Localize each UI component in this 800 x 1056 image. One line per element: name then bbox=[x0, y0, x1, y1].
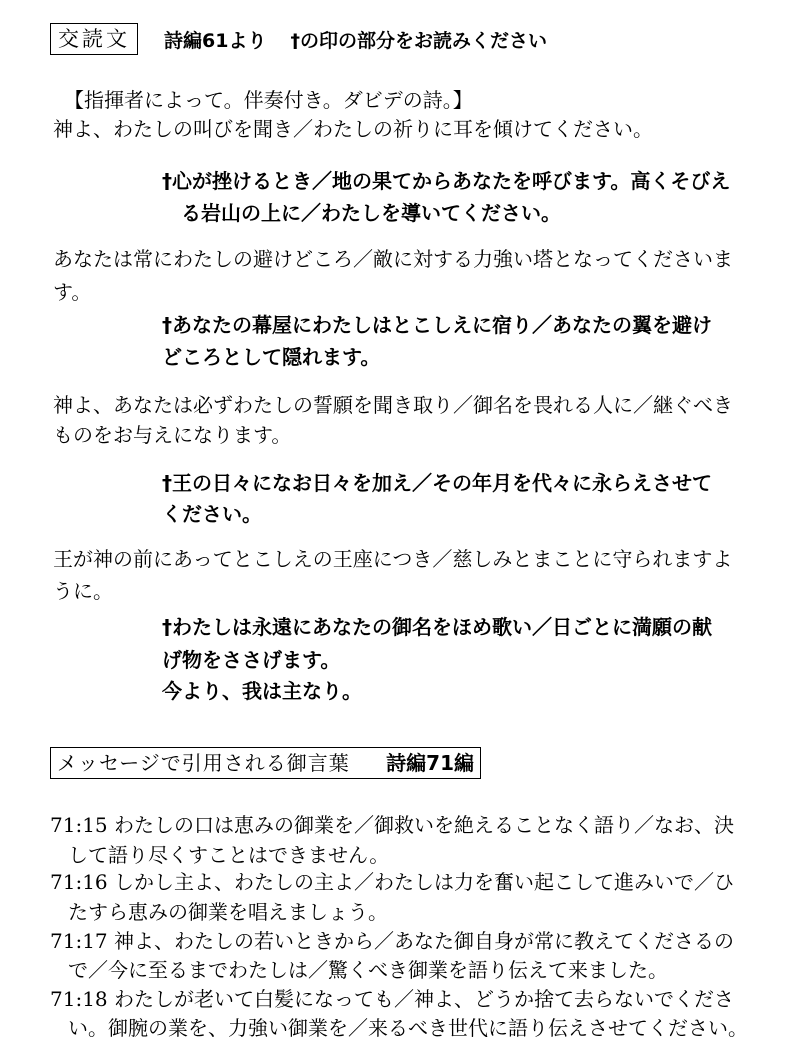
response-line: †あなたの幕屋にわたしはとこしえに宿り／あなたの翼を避け bbox=[162, 313, 712, 337]
verse-continuation: して語り尽くすことはできません。 bbox=[68, 843, 390, 867]
response-line: †心が挫けるとき／地の果てからあなたを呼びます。高くそびえ bbox=[162, 169, 731, 193]
verse-text: わたしの口は恵みの御業を／御救いを絶えることなく語り／なお、決 bbox=[114, 813, 734, 837]
verse-number: 71:17 bbox=[50, 929, 108, 953]
quoted-scripture-title: メッセージで引用される御言葉 bbox=[57, 751, 350, 775]
verse-continuation: で／今に至るまでわたしは／驚くべき御業を語り伝えて来ました。 bbox=[68, 958, 668, 982]
response-line: 今より、我は主なり。 bbox=[162, 679, 362, 703]
verse-continuation: たすら恵みの御業を唱えましょう。 bbox=[68, 900, 388, 924]
verse-line bbox=[50, 812, 734, 838]
leader-line: うに。 bbox=[53, 579, 113, 603]
response-line: る岩山の上に／わたしを導いてください。 bbox=[181, 201, 561, 225]
leader-line: 神よ、わたしの叫びを聞き／わたしの祈りに耳を傾けてください。 bbox=[53, 117, 653, 141]
reading-instruction: †の印の部分をお読みください bbox=[290, 29, 547, 52]
verse-number: 71:15 bbox=[50, 813, 108, 837]
verse-line bbox=[50, 928, 734, 954]
verse-number: 71:18 bbox=[50, 987, 108, 1011]
leader-line: 王が神の前にあってとこしえの王座につき／慈しみとまことに守られますよ bbox=[53, 547, 733, 571]
quoted-scripture-ref: 詩編71編 bbox=[386, 751, 475, 775]
response-line: げ物をささげます。 bbox=[162, 648, 341, 672]
verse-line bbox=[50, 869, 734, 895]
response-line: ください。 bbox=[162, 502, 262, 526]
response-line: †わたしは永遠にあなたの御名をほめ歌い／日ごとに満願の献 bbox=[162, 615, 712, 639]
leader-line: あなたは常にわたしの避けどころ／敵に対する力強い塔となってくださいま bbox=[53, 247, 733, 271]
leader-line: 神よ、あなたは必ずわたしの誓願を聞き取り／御名を畏れる人に／継ぐべき bbox=[53, 393, 733, 417]
responsive-reading-header bbox=[50, 22, 547, 56]
verse-text: わたしが老いて白髪になっても／神よ、どうか捨て去らないでくださ bbox=[114, 987, 734, 1011]
psalm-reference: 詩編61より bbox=[164, 29, 267, 52]
verse-number: 71:16 bbox=[50, 870, 108, 894]
verse-continuation: い。御腕の業を、力強い御業を／来るべき世代に語り伝えさせてください。 bbox=[68, 1016, 748, 1040]
verse-text: 神よ、わたしの若いときから／あなた御自身が常に教えてくださるの bbox=[114, 929, 734, 953]
response-line: †王の日々になお日々を加え／その年月を代々に永らえさせて bbox=[162, 471, 712, 495]
verse-text: しかし主よ、わたしの主よ／わたしは力を奮い起こして進みいで／ひ bbox=[114, 870, 734, 894]
psalm-superscription: 【指揮者によって。伴奏付き。ダビデの詩。】 bbox=[64, 88, 473, 112]
leader-line: す。 bbox=[53, 280, 92, 304]
quoted-scripture-header bbox=[50, 747, 481, 779]
verse-line bbox=[50, 986, 734, 1012]
response-line: どころとして隠れます。 bbox=[162, 345, 381, 369]
responsive-reading-label: 交読文 bbox=[50, 23, 138, 55]
leader-line: ものをお与えになります。 bbox=[53, 423, 292, 447]
